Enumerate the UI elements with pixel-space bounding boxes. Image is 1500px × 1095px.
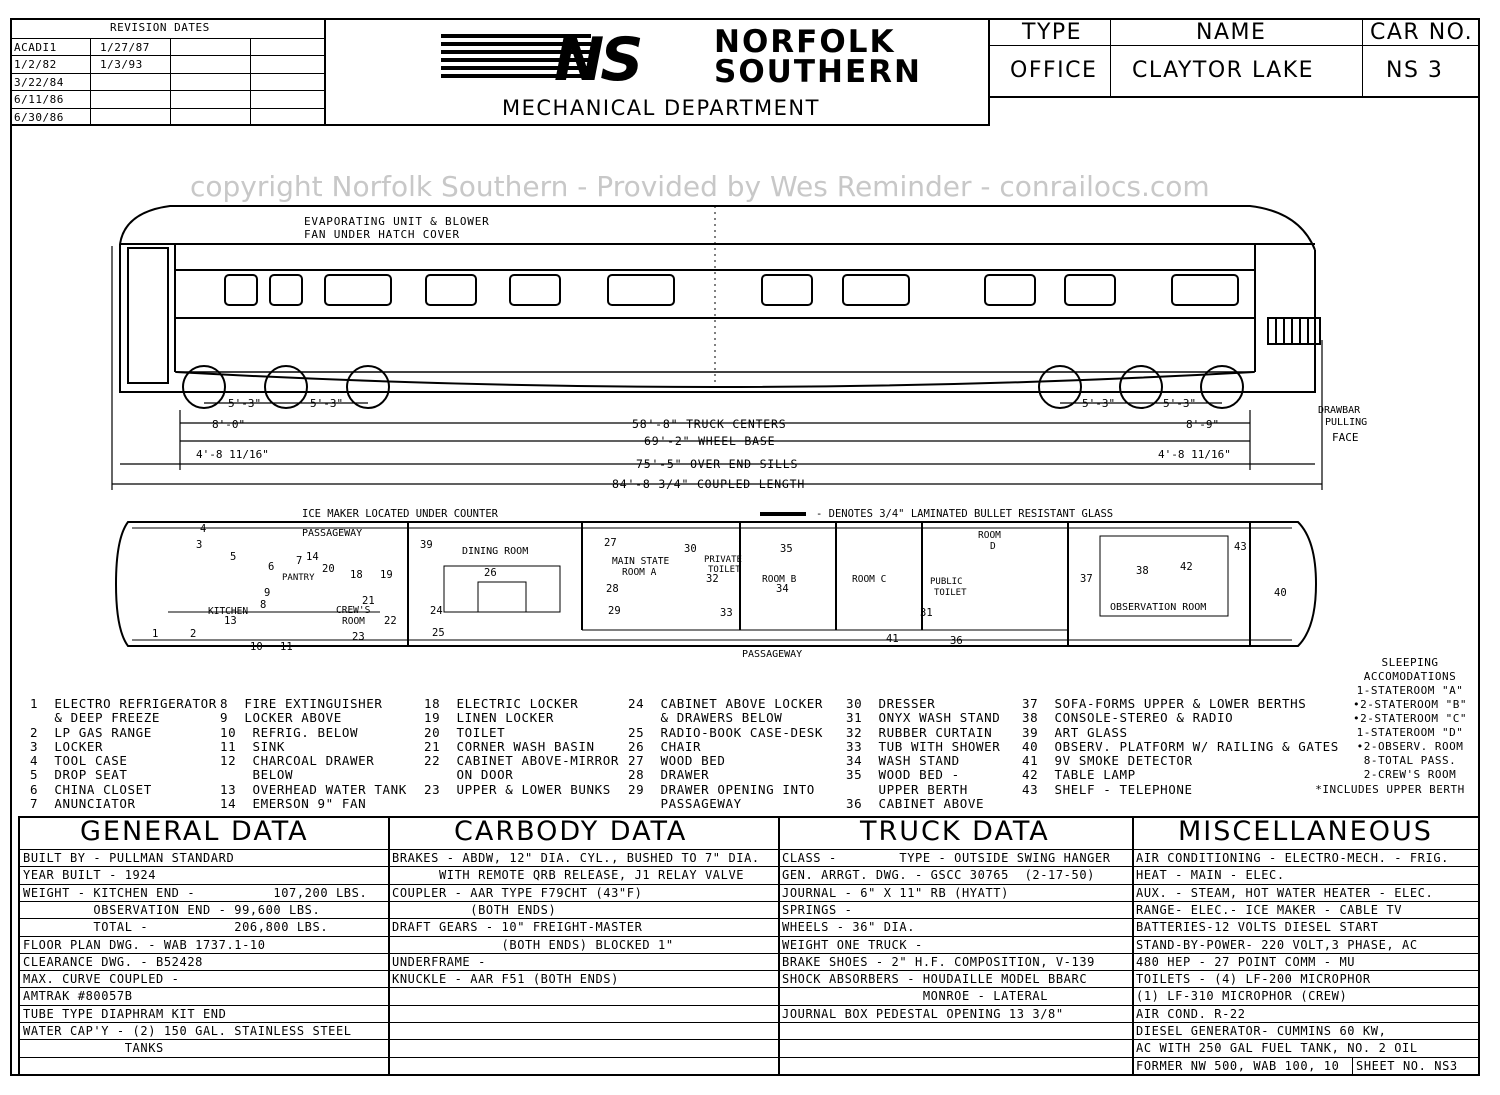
truck-row: GEN. ARRGT. DWG. - GSCC 30765 (2-17-50) <box>782 868 1095 883</box>
legend-entry: 31 ONYX WASH STAND <box>846 710 1001 726</box>
dim-coupled-length: 84'-8 3/4" COUPLED LENGTH <box>612 477 806 491</box>
misc-row: DIESEL GENERATOR- CUMMINS 60 KW, <box>1136 1024 1387 1038</box>
plan-item-number: 8 <box>260 599 267 611</box>
private-toilet-2: TOILET <box>708 565 741 575</box>
misc-row: BATTERIES-12 VOLTS DIESEL START <box>1136 920 1379 935</box>
plan-item-number: 2 <box>190 628 197 640</box>
legend-entry: & DRAWERS BELOW <box>628 710 783 726</box>
room-d-1: ROOM <box>978 530 1001 541</box>
dim-overhang-left: 4'-8 11/16" <box>196 448 269 461</box>
legend-col6 <box>1022 697 1339 797</box>
carbody-row: WITH REMOTE QRB RELEASE, J1 RELAY VALVE <box>392 868 745 883</box>
legend-entry: 7 ANUNCIATOR <box>30 796 136 812</box>
dim-5-3-a: 5'-3" <box>228 397 262 410</box>
misc-row: RANGE- ELEC.- ICE MAKER - CABLE TV <box>1136 902 1403 917</box>
sleeping-note: *INCLUDES UPPER BERTH <box>1315 783 1465 796</box>
kitchen-label: KITCHEN <box>208 606 249 617</box>
plan-item-number: 5 <box>230 551 237 563</box>
truck-row: SHOCK ABSORBERS - HOUDAILLE MODEL BBARC <box>782 972 1088 987</box>
misc-row: 480 HEP - 27 POINT COMM - MU <box>1136 954 1356 969</box>
legend-entry: 10 REFRIG. BELOW <box>220 724 359 740</box>
legend-entry: 38 CONSOLE-STEREO & RADIO <box>1022 710 1234 726</box>
legend-entry: 9 LOCKER ABOVE <box>220 710 342 726</box>
car-label: CAR NO. <box>1370 20 1474 45</box>
legend-entry: 2 LP GAS RANGE <box>30 724 152 740</box>
revision-date: 3/22/84 <box>14 75 64 89</box>
legend-entry: PASSAGEWAY <box>628 796 742 812</box>
misc-row: HEAT - MAIN - ELEC. <box>1136 868 1285 883</box>
carbody-row: UNDERFRAME - <box>392 954 486 969</box>
observation-room-label: OBSERVATION ROOM <box>1110 602 1207 613</box>
plan-item-number: 7 <box>296 555 303 567</box>
legend-entry: 12 CHARCOAL DRAWER <box>220 753 375 769</box>
truck-row: JOURNAL BOX PEDESTAL OPENING 13 3/8" <box>782 1006 1064 1021</box>
legend-entry: 19 LINEN LOCKER <box>424 710 555 726</box>
misc-row: FORMER NW 500, WAB 100, 10 <box>1136 1058 1340 1073</box>
plan-item-number: 13 <box>224 615 237 627</box>
department: MECHANICAL DEPARTMENT <box>502 96 820 120</box>
end-door <box>128 248 168 383</box>
crews-room-1: CREW'S <box>336 605 371 616</box>
plan-item-number: 39 <box>420 539 433 551</box>
revision-date: 6/11/86 <box>14 93 64 107</box>
plan-item-number: 18 <box>350 569 363 581</box>
ns-logo-text: NS <box>554 28 640 88</box>
sleeping-item: 1-STATEROOM "A" <box>1356 684 1464 697</box>
side-elevation <box>0 0 1500 500</box>
plan-item-number: 10 <box>250 641 263 653</box>
legend-entry: 36 CABINET ABOVE <box>846 796 985 812</box>
carbody-heading: CARBODY DATA <box>454 816 688 847</box>
legend-entry: 25 RADIO-BOOK CASE-DESK <box>628 724 824 740</box>
plan-item-number: 38 <box>1136 565 1149 577</box>
plan-item-number: 31 <box>920 607 933 619</box>
sleeping-item: •2-OBSERV. ROOM <box>1356 740 1464 753</box>
legend-entry: 26 CHAIR <box>628 738 702 754</box>
legend-entry: 23 UPPER & LOWER BUNKS <box>424 781 611 797</box>
plan-item-number: 27 <box>604 537 617 549</box>
sleeping-title-1: SLEEPING <box>1381 656 1439 669</box>
dim-overhang-right: 4'-8 11/16" <box>1158 448 1231 461</box>
legend-entry: & DEEP FREEZE <box>30 710 161 726</box>
plan-item-number: 23 <box>352 631 365 643</box>
legend-entry: 32 RUBBER CURTAIN <box>846 724 993 740</box>
plan-item-number: 3 <box>196 539 203 551</box>
plan-item-number: 37 <box>1080 573 1093 585</box>
brand-line1: NORFOLK <box>714 24 896 60</box>
legend-col2 <box>220 697 407 811</box>
pantry-label: PANTRY <box>282 573 315 583</box>
carbody-row: (BOTH ENDS) BLOCKED 1" <box>392 937 674 952</box>
general-row: FLOOR PLAN DWG. - WAB 1737.1-10 <box>23 937 266 952</box>
crews-room-2: ROOM <box>342 616 365 627</box>
truck-row: MONROE - LATERAL <box>782 989 1049 1004</box>
room-d-2: D <box>990 541 996 552</box>
sleeping-item: 1-STATEROOM "D" <box>1356 726 1464 739</box>
plan-item-number: 36 <box>950 635 963 647</box>
legend-entry: 21 CORNER WASH BASIN <box>424 738 595 754</box>
misc-row: AIR CONDITIONING - ELECTRO-MECH. - FRIG. <box>1136 851 1449 865</box>
ice-maker-note: ICE MAKER LOCATED UNDER COUNTER <box>302 508 498 520</box>
legend-entry: 33 TUB WITH SHOWER <box>846 738 1001 754</box>
plan-item-number: 4 <box>200 523 207 535</box>
legend-entry: 20 TOILET <box>424 724 506 740</box>
general-row: TANKS <box>23 1041 164 1056</box>
plan-item-number: 24 <box>430 605 443 617</box>
dim-wheel-base: 69'-2" WHEEL BASE <box>644 434 776 448</box>
legend-entry: ON DOOR <box>424 767 514 783</box>
legend-entry: 29 DRAWER OPENING INTO <box>628 781 815 797</box>
legend-col1 <box>30 697 217 811</box>
general-row: TOTAL - 206,800 LBS. <box>23 920 329 935</box>
legend-entry: 3 LOCKER <box>30 738 104 754</box>
general-row: BUILT BY - PULLMAN STANDARD <box>23 851 235 865</box>
legend-col3 <box>424 697 619 797</box>
data-tables <box>18 816 1478 1076</box>
plan-item-number: 42 <box>1180 561 1193 573</box>
sleeping-item: •2-STATEROOM "B" <box>1353 698 1467 711</box>
plan-item-number: 40 <box>1274 587 1287 599</box>
hatch-note-2: FAN UNDER HATCH COVER <box>304 228 460 241</box>
legend-entry: 6 CHINA CLOSET <box>30 781 152 797</box>
sleeping-item: 8-TOTAL PASS. <box>1363 754 1457 767</box>
plan-item-number: 19 <box>380 569 393 581</box>
hatch-note-1: EVAPORATING UNIT & BLOWER <box>304 215 490 228</box>
plan-item-number: 1 <box>152 628 159 640</box>
misc-heading: MISCELLANEOUS <box>1178 816 1433 847</box>
glass-note: - DENOTES 3/4" LAMINATED BULLET RESISTANT GLASS <box>816 508 1114 520</box>
plan-item-number: 34 <box>776 583 789 595</box>
legend-entry: 13 OVERHEAD WATER TANK <box>220 781 407 797</box>
type-label: TYPE <box>1022 20 1083 45</box>
observation-railing <box>1268 318 1320 344</box>
legend-entry: 8 FIRE EXTINGUISHER <box>220 696 383 711</box>
legend-entry: 30 DRESSER <box>846 696 936 711</box>
plan-item-number: 35 <box>780 543 793 555</box>
dim-8-0: 8'-0" <box>212 418 246 431</box>
name-value: CLAYTOR LAKE <box>1132 58 1315 83</box>
legend-entry: 42 TABLE LAMP <box>1022 767 1136 783</box>
legend-entry: 1 ELECTRO REFRIGERATOR <box>30 696 217 711</box>
revision-date: 1/27/87 <box>100 41 150 54</box>
legend-entry: 18 ELECTRIC LOCKER <box>424 696 579 711</box>
public-toilet-1: PUBLIC <box>930 577 963 587</box>
sleeping-accommodations <box>1315 656 1480 798</box>
legend-entry: 14 EMERSON 9" FAN <box>220 796 367 812</box>
plan-item-number: 43 <box>1234 541 1247 553</box>
general-row: WATER CAP'Y - (2) 150 GAL. STAINLESS STEEL <box>23 1024 352 1038</box>
misc-row: STAND-BY-POWER- 220 VOLT,3 PHASE, AC <box>1136 937 1418 952</box>
revision-title: REVISION DATES <box>110 21 210 34</box>
plan-item-numbers <box>152 523 1287 653</box>
legend-entry: 34 WASH STAND <box>846 753 960 769</box>
truck-row: BRAKE SHOES - 2" H.F. COMPOSITION, V-139 <box>782 954 1095 969</box>
plan-item-number: 21 <box>362 595 375 607</box>
general-row: AMTRAK #80057B <box>23 989 133 1004</box>
misc-row: AC WITH 250 GAL FUEL TANK, NO. 2 OIL <box>1136 1041 1418 1056</box>
plan-item-number: 33 <box>720 607 733 619</box>
legend-entry: 43 SHELF - TELEPHONE <box>1022 781 1193 797</box>
sleeping-title-2: ACCOMODATIONS <box>1363 670 1457 683</box>
sleeping-item: •2-STATEROOM "C" <box>1353 712 1467 725</box>
drawbar-1: DRAWBAR <box>1318 405 1361 416</box>
revision-date: 1/2/82 <box>14 58 57 72</box>
legend-entry: UPPER BERTH <box>846 781 968 797</box>
misc-row: AUX. - STEAM, HOT WATER HEATER - ELEC. <box>1136 885 1434 900</box>
plan-item-number: 41 <box>886 633 899 645</box>
plan-item-number: 14 <box>306 551 319 563</box>
plan-item-number: 30 <box>684 543 697 555</box>
plan-item-number: 22 <box>384 615 397 627</box>
sleeping-item: 2-CREW'S ROOM <box>1363 768 1457 781</box>
misc-row: (1) LF-310 MICROPHOR (CREW) <box>1136 989 1348 1004</box>
plan-item-number: 32 <box>706 573 719 585</box>
legend-entry: 37 SOFA-FORMS UPPER & LOWER BERTHS <box>1022 696 1307 711</box>
carbody-row: BRAKES - ABDW, 12" DIA. CYL., BUSHED TO 7" DIA. <box>392 851 760 865</box>
misc-row: TOILETS - (4) LF-200 MICROPHOR <box>1136 972 1371 987</box>
legend-col5 <box>846 697 1000 811</box>
car-value: NS 3 <box>1386 58 1444 83</box>
room-c-label: ROOM C <box>852 574 887 585</box>
plan-item-number: 26 <box>484 567 497 579</box>
passageway-top: PASSAGEWAY <box>302 528 363 539</box>
dim-truck-centers: 58'-8" TRUCK CENTERS <box>632 417 787 431</box>
passageway-bottom: PASSAGEWAY <box>742 649 803 660</box>
dim-end-sills: 75'-5" OVER END SILLS <box>636 457 799 471</box>
dining-room-label: DINING ROOM <box>462 546 529 557</box>
watermark: copyright Norfolk Southern - Provided by Wes Reminder - conrailocs.com <box>190 170 1210 203</box>
revision-date: ACADI1 <box>14 41 57 54</box>
dim-5-3-c: 5'-3" <box>1082 397 1116 410</box>
main-state-1: MAIN STATE <box>612 556 670 567</box>
legend-entry: 39 ART GLASS <box>1022 724 1128 740</box>
private-toilet-1: PRIVATE <box>704 555 742 565</box>
legend-entry: 11 SINK <box>220 738 286 754</box>
truck-heading: TRUCK DATA <box>860 816 1050 847</box>
legend-col4 <box>628 697 823 811</box>
main-state-2: ROOM A <box>622 567 657 578</box>
carbody-row: KNUCKLE - AAR F51 (BOTH ENDS) <box>392 972 619 987</box>
general-row: TUBE TYPE DIAPHRAM KIT END <box>23 1006 227 1021</box>
truck-row: WEIGHT ONE TRUCK - <box>782 937 923 952</box>
plan-item-number: 9 <box>264 587 271 599</box>
name-label: NAME <box>1196 20 1267 45</box>
general-row: OBSERVATION END - 99,600 LBS. <box>23 902 321 917</box>
truck-row: JOURNAL - 6" X 11" RB (HYATT) <box>782 885 1009 900</box>
misc-row: AIR COND. R-22 <box>1136 1006 1246 1021</box>
general-heading: GENERAL DATA <box>80 816 309 847</box>
floor-plan <box>0 500 1500 670</box>
drawbar-3: FACE <box>1332 431 1359 444</box>
carbody-row: (BOTH ENDS) <box>392 902 557 917</box>
plan-item-number: 6 <box>268 561 275 573</box>
dim-5-3-d: 5'-3" <box>1163 397 1197 410</box>
revision-date: 6/30/86 <box>14 110 64 124</box>
general-row: YEAR BUILT - 1924 <box>23 868 157 883</box>
plan-item-number: 25 <box>432 627 445 639</box>
plan-item-number: 28 <box>606 583 619 595</box>
general-row: CLEARANCE DWG. - B52428 <box>23 954 203 969</box>
truck-row: WHEELS - 36" DIA. <box>782 920 916 935</box>
public-toilet-2: TOILET <box>934 588 967 598</box>
carbody-row: COUPLER - AAR TYPE F79CHT (43"F) <box>392 885 643 900</box>
general-row: WEIGHT - KITCHEN END - 107,200 LBS. <box>23 885 368 900</box>
car-windows <box>225 275 1238 305</box>
room-b-label: ROOM B <box>762 574 797 585</box>
plan-item-number: 20 <box>322 563 335 575</box>
plan-item-number: 11 <box>280 641 293 653</box>
dim-8-9: 8'-9" <box>1186 418 1220 431</box>
legend-entry: 28 DRAWER <box>628 767 710 783</box>
truck-row: SPRINGS - <box>782 902 853 917</box>
legend-entry: 41 9V SMOKE DETECTOR <box>1022 753 1193 769</box>
dim-5-3-b: 5'-3" <box>310 397 344 410</box>
legend-entry: 27 WOOD BED <box>628 753 726 769</box>
drawbar-2: PULLING <box>1325 417 1368 428</box>
legend-entry: 24 CABINET ABOVE LOCKER <box>628 696 824 711</box>
legend-entry: BELOW <box>220 767 294 783</box>
legend-entry: 35 WOOD BED - <box>846 767 960 783</box>
brand-line2: SOUTHERN <box>714 54 922 90</box>
sheet-number: SHEET NO. NS3 <box>1356 1058 1458 1073</box>
type-value: OFFICE <box>1010 58 1098 83</box>
revision-date: 1/3/93 <box>100 58 143 72</box>
legend-entry: 22 CABINET ABOVE-MIRROR <box>424 753 620 769</box>
plan-item-number: 29 <box>608 605 621 617</box>
legend-entry: 5 DROP SEAT <box>30 767 128 783</box>
legend-entry: 4 TOOL CASE <box>30 753 128 769</box>
general-row: MAX. CURVE COUPLED - <box>23 972 180 987</box>
carbody-row: DRAFT GEARS - 10" FREIGHT-MASTER <box>392 920 643 935</box>
truck-row: CLASS - TYPE - OUTSIDE SWING HANGER <box>782 851 1111 865</box>
legend-entry: 40 OBSERV. PLATFORM W/ RAILING & GATES <box>1022 738 1339 754</box>
